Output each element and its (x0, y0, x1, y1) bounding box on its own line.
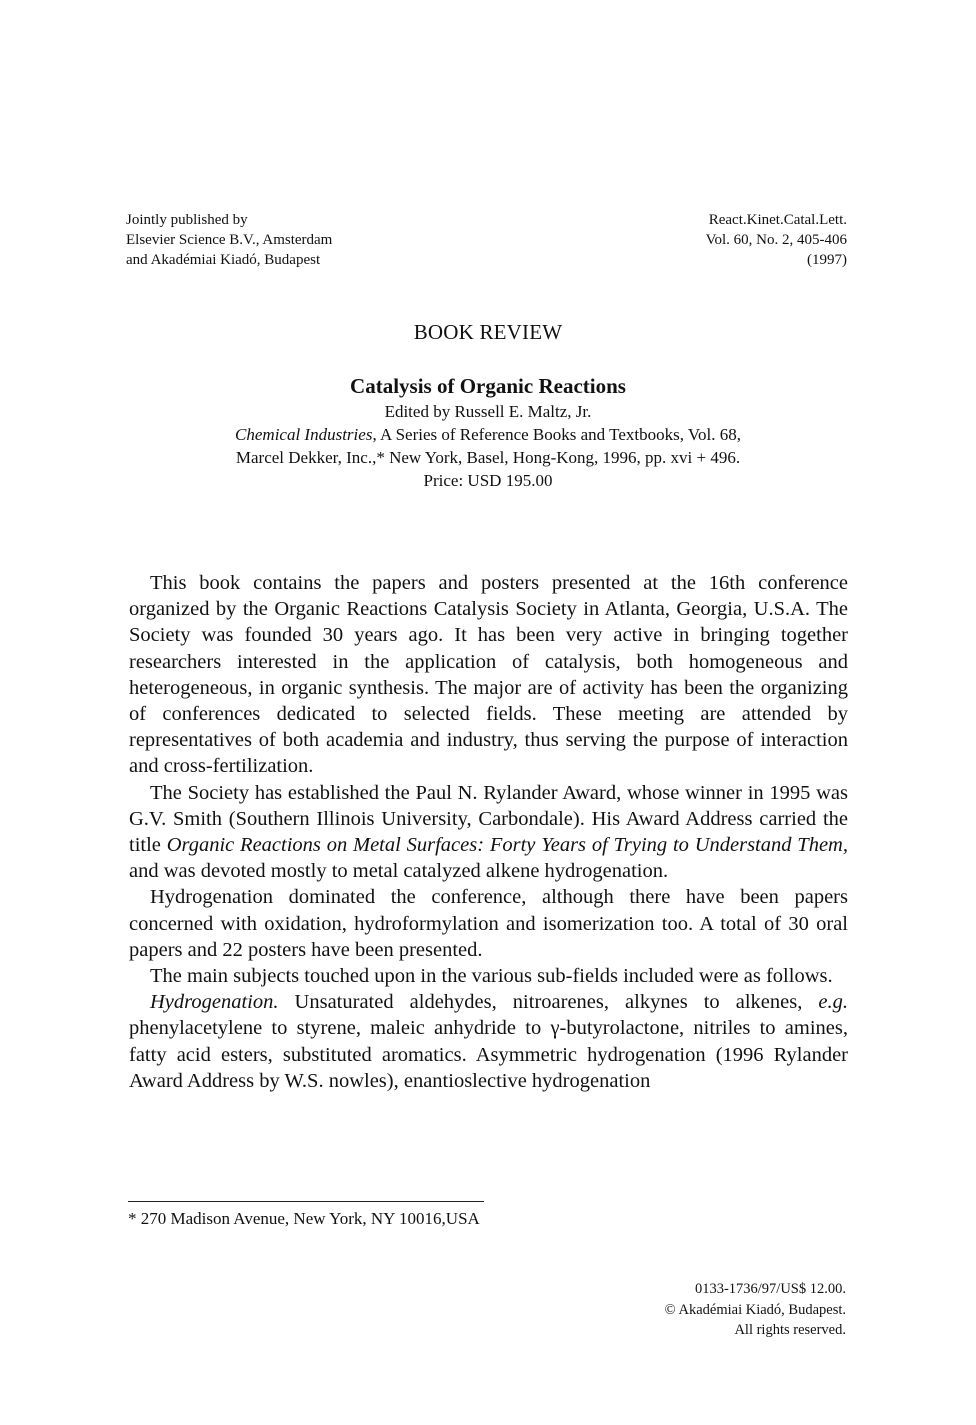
publisher-line: and Akadémiai Kiadó, Budapest (126, 252, 321, 268)
subfield-label: Hydrogenation. (150, 991, 279, 1014)
section-heading: BOOK REVIEW (413, 320, 563, 344)
journal-volume: Vol. 60, No. 2, 405-406 (705, 232, 847, 248)
copyright-notice (665, 1279, 846, 1341)
paragraph-text: phenylacetylene to styrene, maleic anhydride to γ-butyrolactone, nitriles to amines, fatty acid esters, substituted aromatics. Asymmetric hydrogenation (1996 Rylander Award Address by W.S. nowles), enantioslective hydrogenation (129, 1017, 848, 1092)
book-publisher: Marcel Dekker, Inc.,* New York, Basel, Hong-Kong, 1996, pp. xvi + 496. (235, 448, 741, 467)
paragraph: This book contains the papers and posters presented at the 16th conference organized by the Organic Reactions Catalysis Society in Atlanta, Georgia, U.S.A. The Society was founded 30 years ago. It has been very active in bringing together researchers interested in the application of catalysis, both homogeneous and heterogeneous, in organic synthesis. The major are of activity has been the organizing of conferences dedicated to selected fields. These meeting are attended by representatives of both academia and industry, thus serving the purpose of interaction and cross-fertilization. (129, 572, 848, 778)
paragraph-text: The Society has established the Paul N. Rylander Award, whose winner in 1995 was G.V. Smith (Southern Illinois University, Carbondale). His Award Address carried the title (129, 781, 848, 857)
journal-citation (706, 210, 847, 270)
book-series (0, 423, 976, 446)
footnote-divider (128, 1201, 484, 1202)
series-name: Chemical Industries (235, 425, 373, 444)
book-price: Price: USD 195.00 (423, 471, 553, 490)
rights-reserved: All rights reserved. (734, 1322, 846, 1338)
copyright-holder: © Akadémiai Kiadó, Budapest. (664, 1301, 846, 1318)
issn-price: 0133-1736/97/US$ 12.00. (694, 1281, 846, 1297)
publisher-line: Jointly published by (126, 212, 248, 228)
book-details (0, 372, 976, 492)
paragraph-text: Unsaturated aldehydes, nitroarenes, alkynes to alkenes, (278, 991, 819, 1014)
review-body (129, 570, 848, 1094)
paragraph: The main subjects touched upon in the various sub-fields included were as follows. (150, 965, 833, 988)
series-description: , A Series of Reference Books and Textbooks, Vol. 68, (372, 425, 741, 444)
publisher-line: Elsevier Science B.V., Amsterdam (126, 232, 333, 248)
paragraph (129, 989, 848, 1094)
journal-year: (1997) (807, 252, 847, 268)
footnote: * 270 Madison Avenue, New York, NY 10016,USA (128, 1209, 480, 1228)
journal-name: React.Kinet.Catal.Lett. (708, 212, 847, 228)
paragraph-text: and was devoted mostly to metal catalyzed alkene hydrogenation. (129, 860, 669, 883)
publisher-info (126, 210, 332, 270)
paragraph (129, 780, 848, 885)
book-editor: Edited by Russell E. Maltz, Jr. (384, 402, 592, 421)
award-address-title: Organic Reactions on Metal Surfaces: Forty Years of Trying to Understand Them, (166, 834, 848, 857)
abbreviation: e.g. (818, 991, 848, 1014)
book-title: Catalysis of Organic Reactions (350, 374, 626, 398)
paragraph: Hydrogenation dominated the conference, although there have been papers concerned with oxidation, hydroformylation and isomerization too. A total of 30 oral papers and 22 posters have been presented. (129, 886, 848, 961)
